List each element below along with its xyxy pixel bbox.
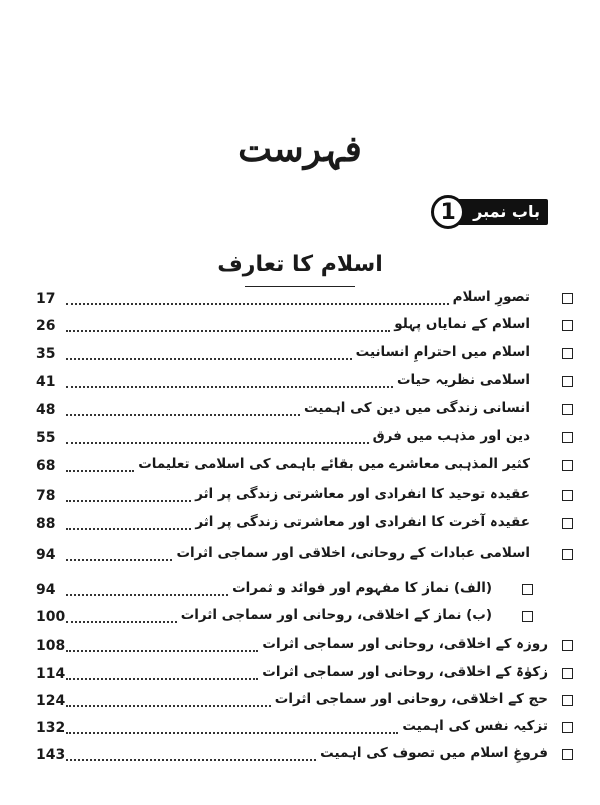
page-number: 124 — [36, 693, 66, 709]
dot-leader — [66, 500, 191, 502]
checkbox-icon — [562, 518, 573, 529]
toc-entry-text: فروغِ اسلام میں تصوف کی اہمیت — [320, 745, 548, 761]
page-number: 68 — [36, 458, 56, 474]
toc-row — [0, 400, 600, 422]
page-number: 41 — [36, 374, 56, 390]
toc-entry-text: عقیدہ آخرت کا انفرادی اور معاشرتی زندگی پر اثر — [195, 514, 530, 530]
dot-leader — [66, 470, 134, 472]
checkbox-icon — [562, 749, 573, 760]
checkbox-icon — [562, 668, 573, 679]
page-number: 17 — [36, 291, 56, 307]
toc-entry-text: اسلام میں احترامِ انسانیت — [355, 344, 530, 360]
checkbox-icon — [562, 376, 573, 387]
dot-leader — [66, 528, 191, 530]
toc-row — [0, 372, 600, 394]
toc-row — [0, 691, 600, 713]
page-number: 88 — [36, 516, 56, 532]
chapter-label: باب نمبر — [459, 199, 548, 225]
checkbox-icon — [562, 404, 573, 415]
toc-entry-text: زکوٰۃ کے اخلاقی، روحانی اور سماجی اثرات — [262, 664, 548, 680]
page-number: 108 — [36, 638, 66, 654]
page-number: 78 — [36, 488, 56, 504]
toc-row — [0, 486, 600, 508]
toc-row — [0, 428, 600, 450]
checkbox-icon — [562, 293, 573, 304]
toc-entry-text: تصورِ اسلام — [452, 289, 530, 305]
checkbox-icon — [562, 640, 573, 651]
toc-entry-text: (الف) نماز کا مفہوم اور فوائد و ثمرات — [232, 580, 492, 596]
dot-leader — [66, 330, 390, 332]
toc-row — [0, 514, 600, 536]
toc-entry-text: اسلام کے نمایاں پہلو — [394, 316, 530, 332]
toc-entry-text: اسلامی نظریہ حیات — [396, 372, 530, 388]
toc-row — [0, 289, 600, 311]
toc-row — [0, 580, 600, 602]
page-number: 143 — [36, 747, 66, 763]
dot-leader — [66, 678, 258, 680]
toc-row — [0, 545, 600, 567]
dot-leader — [66, 414, 300, 416]
checkbox-icon — [522, 611, 533, 622]
checkbox-icon — [562, 432, 573, 443]
page-number: 55 — [36, 430, 56, 446]
page-number: 35 — [36, 346, 56, 362]
dot-leader — [66, 442, 369, 444]
toc-entry-text: تزکیہ نفس کی اہمیت — [402, 718, 548, 734]
page-number: 100 — [36, 609, 66, 625]
toc-row — [0, 344, 600, 366]
dot-leader — [66, 358, 352, 360]
toc-entry-text: عقیدہ توحید کا انفرادی اور معاشرتی زندگی پر اثر — [195, 486, 530, 502]
page-number: 26 — [36, 318, 56, 334]
dot-leader — [66, 303, 449, 305]
toc-row — [0, 664, 600, 686]
checkbox-icon — [562, 722, 573, 733]
dot-leader — [66, 594, 228, 596]
page-number: 114 — [36, 666, 66, 682]
chapter-number: 1 — [431, 195, 465, 229]
toc-row — [0, 745, 600, 767]
toc-row — [0, 456, 600, 478]
toc-entry-text: روزہ کے اخلاقی، روحانی اور سماجی اثرات — [262, 636, 548, 652]
checkbox-icon — [562, 490, 573, 501]
toc-entry-text: (ب) نماز کے اخلاقی، روحانی اور سماجی اثرات — [180, 607, 492, 623]
checkbox-icon — [562, 320, 573, 331]
toc-row — [0, 636, 600, 658]
dot-leader — [66, 759, 316, 761]
dot-leader — [66, 621, 177, 623]
section-heading: اسلام کا تعارف — [217, 252, 383, 277]
page-number: 94 — [36, 582, 56, 598]
checkbox-icon — [562, 549, 573, 560]
checkbox-icon — [562, 695, 573, 706]
toc-entry-text: انسانی زندگی میں دین کی اہمیت — [304, 400, 530, 416]
section-underline — [245, 286, 355, 287]
page-number: 48 — [36, 402, 56, 418]
toc-row — [0, 316, 600, 338]
toc-row — [0, 607, 600, 629]
dot-leader — [66, 732, 398, 734]
checkbox-icon — [562, 460, 573, 471]
toc-row — [0, 718, 600, 740]
dot-leader — [66, 386, 393, 388]
dot-leader — [66, 559, 172, 561]
page-title: فہرست — [238, 128, 362, 170]
toc-entry-text: اسلامی عبادات کے روحانی، اخلاقی اور سماجی اثرات — [176, 545, 530, 561]
toc-entry-text: کثیر المذہبی معاشرے میں بقائے باہمی کی اسلامی تعلیمات — [138, 456, 530, 472]
page-number: 94 — [36, 547, 56, 563]
toc-entry-text: حج کے اخلاقی، روحانی اور سماجی اثرات — [274, 691, 548, 707]
dot-leader — [66, 705, 271, 707]
toc-entry-text: دین اور مذہب میں فرق — [372, 428, 530, 444]
checkbox-icon — [562, 348, 573, 359]
chapter-badge — [431, 198, 548, 226]
page-number: 132 — [36, 720, 66, 736]
dot-leader — [66, 650, 258, 652]
checkbox-icon — [522, 584, 533, 595]
